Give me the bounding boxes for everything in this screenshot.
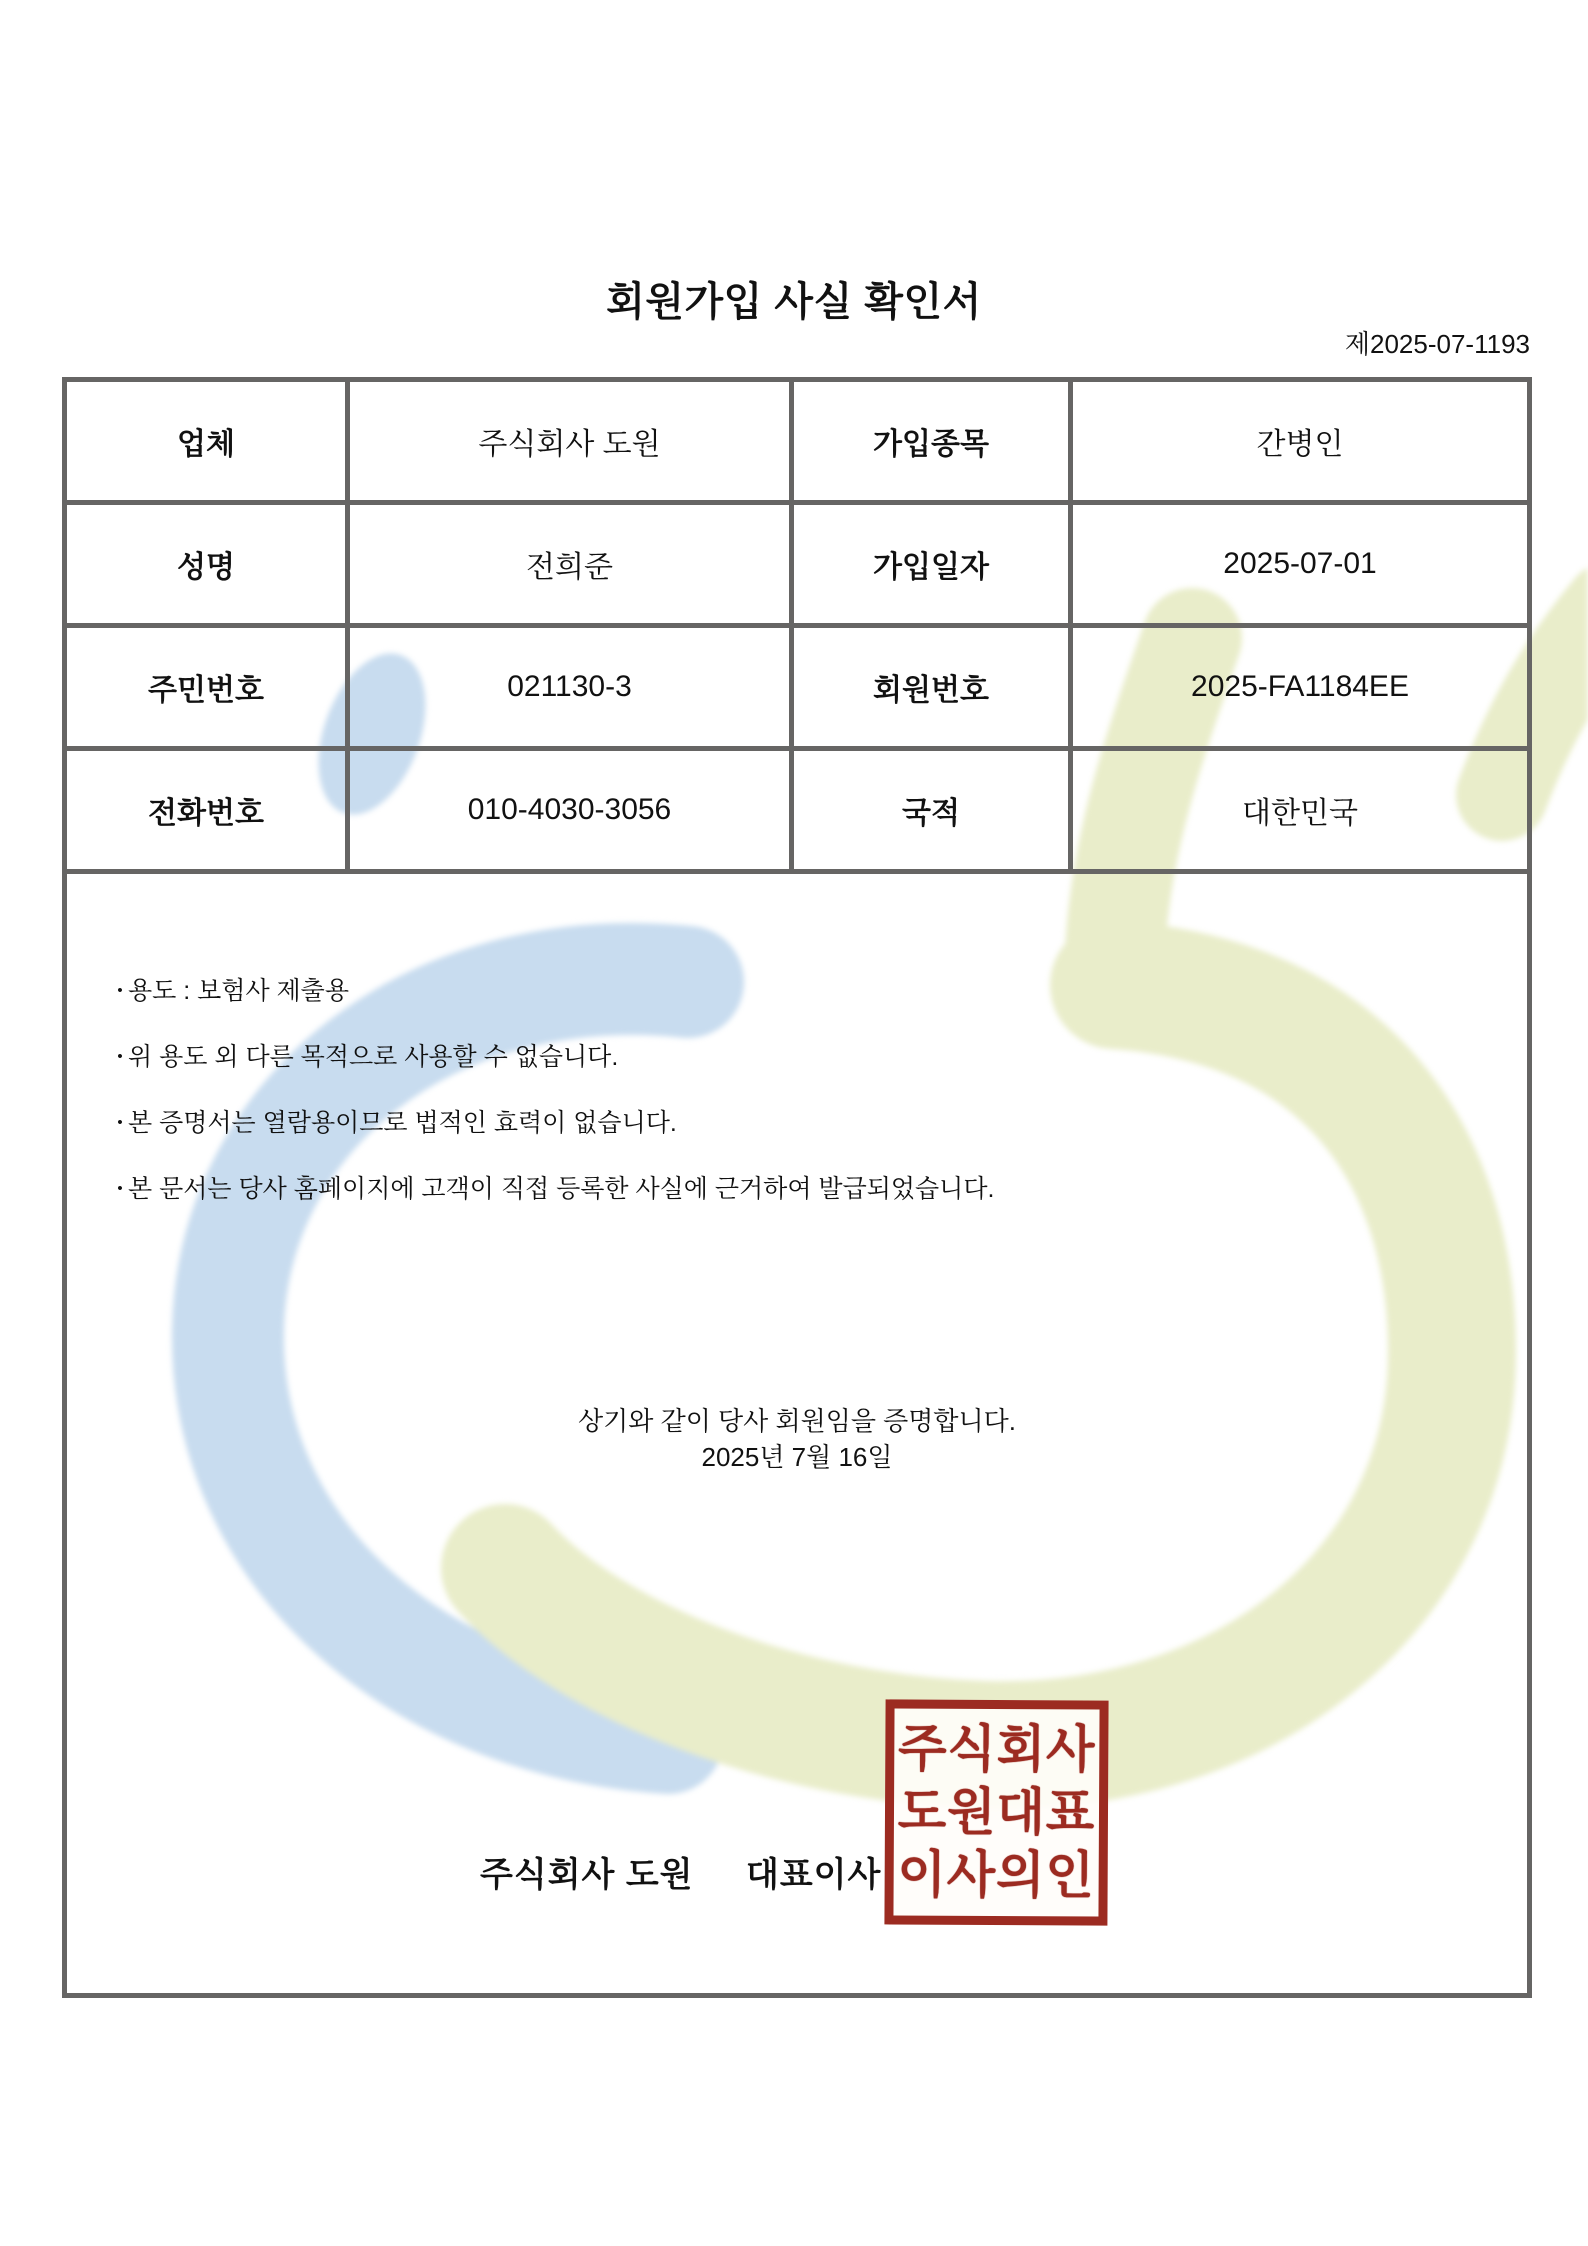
name-label: 성명	[65, 503, 348, 626]
company-label: 업체	[65, 380, 348, 503]
note-text: 용도 : 보험사 제출용	[128, 977, 349, 1005]
page-title: 회원가입 사실 확인서	[606, 280, 982, 324]
notes-and-signature-cell	[65, 872, 1530, 1996]
join-date-value: 2025-07-01	[1071, 503, 1530, 626]
note-text: 본 증명서는 열람용이므로 법적인 효력이 없습니다.	[128, 1109, 677, 1137]
phone-number-label: 전화번호	[65, 749, 348, 872]
resident-number-label: 주민번호	[65, 626, 348, 749]
company-value: 주식회사 도원	[348, 380, 792, 503]
resident-number-value: 021130-3	[348, 626, 792, 749]
nationality-label: 국적	[792, 749, 1071, 872]
nationality-value: 대한민국	[1071, 749, 1530, 872]
table-row	[65, 626, 1530, 749]
signature-company: 주식회사 도원	[480, 1856, 694, 1894]
bullet-icon: •	[117, 1114, 123, 1131]
table-row	[65, 380, 1530, 503]
membership-type-value: 간병인	[1071, 380, 1530, 503]
member-info-table	[62, 377, 1532, 1998]
list-item	[112, 974, 994, 1008]
list-item	[112, 1172, 994, 1206]
seal-text-row: 이사의인	[897, 1845, 1095, 1905]
document-number: 제2025-07-1193	[1344, 329, 1530, 359]
membership-type-label: 가입종목	[792, 380, 1071, 503]
signature-line	[480, 1847, 881, 1896]
member-number-value: 2025-FA1184EE	[1071, 626, 1530, 749]
name-value: 전희준	[348, 503, 792, 626]
list-item	[112, 1106, 994, 1140]
seal-text-row: 도원대표	[897, 1782, 1096, 1842]
certification-line: 상기와 같이 당사 회원임을 증명합니다.	[578, 1406, 1016, 1436]
seal-text-row: 주식회사	[898, 1719, 1096, 1779]
member-number-label: 회원번호	[792, 626, 1071, 749]
note-text: 위 용도 외 다른 목적으로 사용할 수 없습니다.	[128, 1043, 619, 1071]
signature-role: 대표이사	[745, 1856, 882, 1894]
usage-notes	[112, 974, 994, 1238]
table-row	[65, 503, 1530, 626]
table-row	[65, 872, 1530, 1996]
note-text: 본 문서는 당사 홈페이지에 고객이 직접 등록한 사실에 근거하여 발급되었습니다.	[128, 1175, 995, 1203]
join-date-label: 가입일자	[792, 503, 1071, 626]
certification-date: 2025년 7월 16일	[701, 1442, 893, 1472]
bullet-icon: •	[117, 982, 123, 999]
phone-number-value: 010-4030-3056	[348, 749, 792, 872]
table-row	[65, 749, 1530, 872]
bullet-icon: •	[117, 1180, 123, 1197]
list-item	[112, 1040, 994, 1074]
corporate-seal-stamp	[884, 1699, 1108, 1925]
certification-statement	[67, 1403, 1527, 1475]
bullet-icon: •	[117, 1048, 123, 1065]
